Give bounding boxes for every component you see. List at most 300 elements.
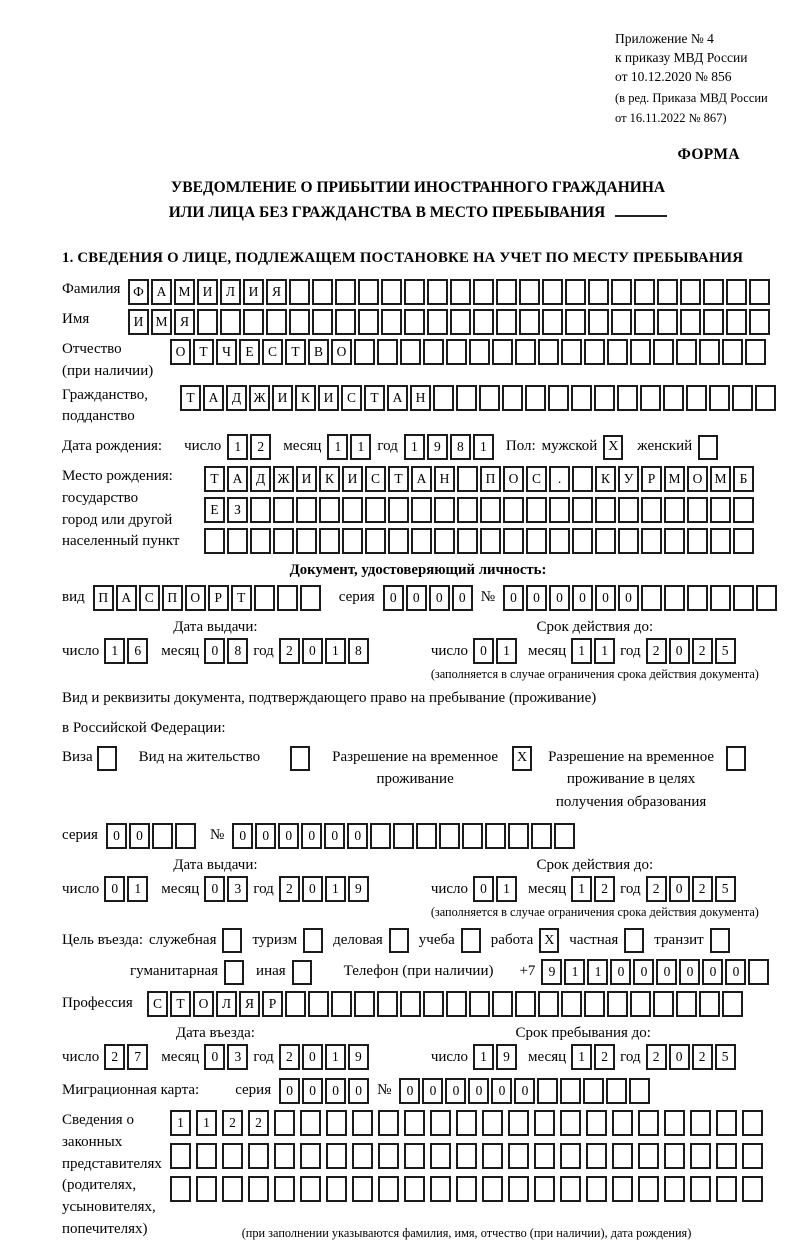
char-cell[interactable] — [690, 1110, 711, 1136]
char-cell[interactable] — [170, 1176, 191, 1202]
char-cell[interactable]: 1 — [127, 876, 148, 902]
char-cell[interactable] — [204, 528, 225, 554]
char-cell[interactable] — [733, 585, 754, 611]
char-cell[interactable] — [560, 1078, 581, 1104]
char-cell[interactable]: 0 — [422, 1078, 443, 1104]
char-cell[interactable] — [296, 497, 317, 523]
char-cell[interactable] — [300, 1176, 321, 1202]
char-cell[interactable] — [335, 309, 356, 335]
char-cell[interactable] — [446, 339, 467, 365]
char-cell[interactable] — [742, 1176, 763, 1202]
purpose-tourism-checkbox[interactable] — [303, 928, 323, 953]
char-cell[interactable] — [709, 385, 730, 411]
char-cell[interactable] — [469, 991, 490, 1017]
char-cell[interactable]: А — [387, 385, 408, 411]
char-cell[interactable]: 0 — [669, 1044, 690, 1070]
char-cell[interactable]: 0 — [204, 638, 225, 664]
purpose-business-checkbox[interactable] — [222, 928, 242, 953]
char-cell[interactable] — [565, 309, 586, 335]
char-cell[interactable] — [732, 385, 753, 411]
char-cell[interactable] — [634, 279, 655, 305]
char-cell[interactable]: А — [203, 385, 224, 411]
char-cell[interactable]: 1 — [571, 638, 592, 664]
char-cell[interactable]: 2 — [594, 1044, 615, 1070]
char-cell[interactable] — [175, 823, 196, 849]
char-cell[interactable] — [456, 385, 477, 411]
char-cell[interactable]: Т — [170, 991, 191, 1017]
char-cell[interactable] — [352, 1110, 373, 1136]
char-cell[interactable]: 0 — [618, 585, 639, 611]
char-cell[interactable]: Я — [239, 991, 260, 1017]
char-cell[interactable] — [434, 528, 455, 554]
char-cell[interactable] — [411, 497, 432, 523]
char-cell[interactable] — [742, 1110, 763, 1136]
char-cell[interactable] — [446, 991, 467, 1017]
char-cell[interactable] — [285, 991, 306, 1017]
char-cell[interactable]: 0 — [255, 823, 276, 849]
char-cell[interactable] — [250, 497, 271, 523]
char-cell[interactable] — [630, 991, 651, 1017]
char-cell[interactable]: 0 — [406, 585, 427, 611]
char-cell[interactable] — [378, 1143, 399, 1169]
char-cell[interactable]: Б — [733, 466, 754, 492]
char-cell[interactable] — [690, 1143, 711, 1169]
char-cell[interactable]: 5 — [715, 638, 736, 664]
char-cell[interactable] — [586, 1110, 607, 1136]
char-cell[interactable] — [710, 497, 731, 523]
char-cell[interactable]: . — [549, 466, 570, 492]
char-cell[interactable] — [473, 309, 494, 335]
char-cell[interactable] — [748, 959, 769, 985]
char-cell[interactable]: 0 — [572, 585, 593, 611]
char-cell[interactable]: 2 — [279, 876, 300, 902]
char-cell[interactable] — [381, 279, 402, 305]
char-cell[interactable]: 0 — [429, 585, 450, 611]
char-cell[interactable] — [525, 385, 546, 411]
char-cell[interactable]: 0 — [633, 959, 654, 985]
char-cell[interactable] — [430, 1143, 451, 1169]
char-cell[interactable] — [196, 1143, 217, 1169]
char-cell[interactable] — [629, 1078, 650, 1104]
char-cell[interactable] — [687, 585, 708, 611]
char-cell[interactable]: С — [262, 339, 283, 365]
char-cell[interactable] — [664, 1176, 685, 1202]
char-cell[interactable] — [289, 279, 310, 305]
char-cell[interactable]: 0 — [347, 823, 368, 849]
char-cell[interactable]: В — [308, 339, 329, 365]
char-cell[interactable] — [456, 1110, 477, 1136]
char-cell[interactable]: 0 — [473, 876, 494, 902]
char-cell[interactable]: 2 — [104, 1044, 125, 1070]
char-cell[interactable]: Я — [266, 279, 287, 305]
char-cell[interactable] — [716, 1176, 737, 1202]
char-cell[interactable] — [560, 1110, 581, 1136]
char-cell[interactable]: Ф — [128, 279, 149, 305]
purpose-work-checkbox[interactable]: X — [539, 928, 559, 953]
char-cell[interactable] — [492, 339, 513, 365]
char-cell[interactable]: 0 — [279, 1078, 300, 1104]
char-cell[interactable]: 1 — [170, 1110, 191, 1136]
char-cell[interactable] — [508, 1176, 529, 1202]
char-cell[interactable] — [641, 497, 662, 523]
char-cell[interactable] — [273, 497, 294, 523]
char-cell[interactable]: 1 — [404, 434, 425, 460]
char-cell[interactable] — [404, 309, 425, 335]
char-cell[interactable] — [749, 279, 770, 305]
char-cell[interactable]: П — [480, 466, 501, 492]
char-cell[interactable] — [676, 339, 697, 365]
char-cell[interactable] — [196, 1176, 217, 1202]
char-cell[interactable]: 0 — [514, 1078, 535, 1104]
char-cell[interactable]: 3 — [227, 876, 248, 902]
char-cell[interactable] — [227, 528, 248, 554]
char-cell[interactable] — [716, 1143, 737, 1169]
char-cell[interactable] — [560, 1176, 581, 1202]
char-cell[interactable] — [312, 279, 333, 305]
char-cell[interactable] — [482, 1143, 503, 1169]
char-cell[interactable] — [716, 1110, 737, 1136]
char-cell[interactable] — [277, 585, 298, 611]
char-cell[interactable]: 0 — [348, 1078, 369, 1104]
char-cell[interactable] — [534, 1110, 555, 1136]
char-cell[interactable]: Ч — [216, 339, 237, 365]
char-cell[interactable]: Я — [174, 309, 195, 335]
char-cell[interactable]: И — [296, 466, 317, 492]
char-cell[interactable] — [248, 1143, 269, 1169]
char-cell[interactable] — [473, 279, 494, 305]
char-cell[interactable] — [274, 1110, 295, 1136]
char-cell[interactable] — [222, 1176, 243, 1202]
char-cell[interactable] — [457, 528, 478, 554]
char-cell[interactable] — [365, 497, 386, 523]
char-cell[interactable] — [400, 991, 421, 1017]
char-cell[interactable]: 2 — [646, 638, 667, 664]
purpose-private-checkbox[interactable] — [624, 928, 644, 953]
char-cell[interactable] — [699, 991, 720, 1017]
char-cell[interactable]: 1 — [587, 959, 608, 985]
char-cell[interactable]: 0 — [503, 585, 524, 611]
char-cell[interactable] — [457, 466, 478, 492]
char-cell[interactable] — [479, 385, 500, 411]
char-cell[interactable] — [726, 279, 747, 305]
char-cell[interactable] — [703, 279, 724, 305]
char-cell[interactable]: 1 — [325, 638, 346, 664]
char-cell[interactable] — [404, 279, 425, 305]
char-cell[interactable]: 2 — [692, 876, 713, 902]
char-cell[interactable] — [456, 1176, 477, 1202]
char-cell[interactable] — [664, 1143, 685, 1169]
char-cell[interactable]: О — [185, 585, 206, 611]
char-cell[interactable] — [365, 528, 386, 554]
char-cell[interactable] — [450, 309, 471, 335]
char-cell[interactable]: С — [526, 466, 547, 492]
char-cell[interactable]: О — [331, 339, 352, 365]
char-cell[interactable]: 2 — [692, 638, 713, 664]
char-cell[interactable]: З — [227, 497, 248, 523]
char-cell[interactable] — [427, 279, 448, 305]
char-cell[interactable] — [537, 1078, 558, 1104]
char-cell[interactable]: И — [197, 279, 218, 305]
purpose-transit-checkbox[interactable] — [710, 928, 730, 953]
char-cell[interactable] — [274, 1176, 295, 1202]
char-cell[interactable] — [411, 528, 432, 554]
char-cell[interactable] — [664, 528, 685, 554]
char-cell[interactable] — [618, 528, 639, 554]
char-cell[interactable] — [400, 339, 421, 365]
char-cell[interactable]: Т — [231, 585, 252, 611]
char-cell[interactable] — [572, 528, 593, 554]
purpose-commercial-checkbox[interactable] — [389, 928, 409, 953]
sex-female-checkbox[interactable] — [698, 435, 718, 460]
char-cell[interactable]: 0 — [302, 876, 323, 902]
sex-male-checkbox[interactable]: X — [603, 435, 623, 460]
char-cell[interactable] — [657, 279, 678, 305]
char-cell[interactable] — [430, 1110, 451, 1136]
char-cell[interactable]: Ж — [273, 466, 294, 492]
char-cell[interactable]: Т — [204, 466, 225, 492]
char-cell[interactable]: Р — [641, 466, 662, 492]
char-cell[interactable] — [342, 528, 363, 554]
char-cell[interactable] — [742, 1143, 763, 1169]
char-cell[interactable] — [508, 823, 529, 849]
char-cell[interactable]: 1 — [227, 434, 248, 460]
char-cell[interactable] — [326, 1143, 347, 1169]
char-cell[interactable]: 2 — [222, 1110, 243, 1136]
char-cell[interactable] — [638, 1143, 659, 1169]
char-cell[interactable]: О — [687, 466, 708, 492]
char-cell[interactable] — [354, 339, 375, 365]
char-cell[interactable] — [388, 497, 409, 523]
char-cell[interactable]: 9 — [496, 1044, 517, 1070]
char-cell[interactable] — [423, 991, 444, 1017]
char-cell[interactable] — [508, 1143, 529, 1169]
char-cell[interactable] — [152, 823, 173, 849]
char-cell[interactable]: 8 — [450, 434, 471, 460]
char-cell[interactable]: Т — [180, 385, 201, 411]
char-cell[interactable]: Т — [388, 466, 409, 492]
char-cell[interactable]: 0 — [656, 959, 677, 985]
char-cell[interactable] — [434, 497, 455, 523]
char-cell[interactable]: 1 — [325, 876, 346, 902]
char-cell[interactable]: О — [193, 991, 214, 1017]
char-cell[interactable]: 2 — [279, 638, 300, 664]
char-cell[interactable] — [319, 497, 340, 523]
char-cell[interactable] — [733, 528, 754, 554]
char-cell[interactable]: 0 — [383, 585, 404, 611]
char-cell[interactable]: 0 — [549, 585, 570, 611]
char-cell[interactable] — [571, 385, 592, 411]
char-cell[interactable]: 0 — [399, 1078, 420, 1104]
char-cell[interactable]: 0 — [526, 585, 547, 611]
char-cell[interactable]: М — [174, 279, 195, 305]
char-cell[interactable]: 0 — [491, 1078, 512, 1104]
char-cell[interactable] — [300, 585, 321, 611]
char-cell[interactable] — [640, 385, 661, 411]
char-cell[interactable] — [300, 1110, 321, 1136]
char-cell[interactable]: 2 — [279, 1044, 300, 1070]
char-cell[interactable] — [222, 1143, 243, 1169]
char-cell[interactable] — [664, 1110, 685, 1136]
char-cell[interactable]: 0 — [301, 823, 322, 849]
char-cell[interactable] — [542, 279, 563, 305]
char-cell[interactable] — [618, 497, 639, 523]
char-cell[interactable]: 2 — [248, 1110, 269, 1136]
char-cell[interactable]: 1 — [325, 1044, 346, 1070]
char-cell[interactable] — [611, 309, 632, 335]
char-cell[interactable] — [170, 1143, 191, 1169]
char-cell[interactable]: 0 — [679, 959, 700, 985]
purpose-other-checkbox[interactable] — [292, 960, 312, 985]
char-cell[interactable]: Т — [364, 385, 385, 411]
char-cell[interactable] — [480, 528, 501, 554]
char-cell[interactable] — [612, 1110, 633, 1136]
char-cell[interactable]: П — [93, 585, 114, 611]
char-cell[interactable] — [308, 991, 329, 1017]
char-cell[interactable] — [548, 385, 569, 411]
char-cell[interactable] — [534, 1176, 555, 1202]
char-cell[interactable]: 0 — [452, 585, 473, 611]
char-cell[interactable]: 1 — [496, 638, 517, 664]
char-cell[interactable] — [755, 385, 776, 411]
char-cell[interactable] — [584, 339, 605, 365]
char-cell[interactable]: У — [618, 466, 639, 492]
char-cell[interactable] — [331, 991, 352, 1017]
char-cell[interactable] — [638, 1110, 659, 1136]
char-cell[interactable] — [686, 385, 707, 411]
char-cell[interactable]: С — [341, 385, 362, 411]
char-cell[interactable] — [427, 309, 448, 335]
char-cell[interactable] — [289, 309, 310, 335]
char-cell[interactable] — [634, 309, 655, 335]
char-cell[interactable] — [502, 385, 523, 411]
char-cell[interactable]: 0 — [325, 1078, 346, 1104]
char-cell[interactable] — [243, 309, 264, 335]
char-cell[interactable]: 6 — [127, 638, 148, 664]
char-cell[interactable]: 0 — [702, 959, 723, 985]
char-cell[interactable] — [584, 991, 605, 1017]
char-cell[interactable] — [561, 991, 582, 1017]
char-cell[interactable] — [515, 339, 536, 365]
char-cell[interactable]: Л — [216, 991, 237, 1017]
char-cell[interactable] — [638, 1176, 659, 1202]
char-cell[interactable]: 0 — [468, 1078, 489, 1104]
char-cell[interactable] — [326, 1176, 347, 1202]
char-cell[interactable] — [588, 279, 609, 305]
char-cell[interactable]: С — [365, 466, 386, 492]
char-cell[interactable] — [586, 1176, 607, 1202]
char-cell[interactable] — [538, 991, 559, 1017]
char-cell[interactable]: И — [342, 466, 363, 492]
char-cell[interactable]: Р — [208, 585, 229, 611]
char-cell[interactable]: 2 — [646, 876, 667, 902]
char-cell[interactable]: К — [595, 466, 616, 492]
char-cell[interactable] — [354, 991, 375, 1017]
char-cell[interactable]: 0 — [595, 585, 616, 611]
char-cell[interactable]: 5 — [715, 876, 736, 902]
char-cell[interactable] — [607, 339, 628, 365]
char-cell[interactable]: А — [411, 466, 432, 492]
char-cell[interactable] — [319, 528, 340, 554]
char-cell[interactable]: Р — [262, 991, 283, 1017]
char-cell[interactable]: 1 — [571, 876, 592, 902]
char-cell[interactable]: 9 — [348, 1044, 369, 1070]
rvp-checkbox[interactable]: X — [512, 746, 532, 771]
char-cell[interactable] — [594, 385, 615, 411]
residence-permit-checkbox[interactable] — [290, 746, 310, 771]
char-cell[interactable]: Н — [434, 466, 455, 492]
char-cell[interactable] — [565, 279, 586, 305]
char-cell[interactable] — [572, 466, 593, 492]
char-cell[interactable] — [664, 585, 685, 611]
char-cell[interactable] — [756, 585, 777, 611]
char-cell[interactable]: 1 — [594, 638, 615, 664]
char-cell[interactable] — [641, 528, 662, 554]
char-cell[interactable] — [595, 528, 616, 554]
char-cell[interactable] — [538, 339, 559, 365]
char-cell[interactable] — [496, 279, 517, 305]
char-cell[interactable]: 1 — [496, 876, 517, 902]
char-cell[interactable]: 0 — [232, 823, 253, 849]
char-cell[interactable] — [485, 823, 506, 849]
char-cell[interactable]: Д — [250, 466, 271, 492]
char-cell[interactable] — [220, 309, 241, 335]
char-cell[interactable]: 0 — [669, 876, 690, 902]
char-cell[interactable] — [377, 339, 398, 365]
char-cell[interactable] — [687, 528, 708, 554]
char-cell[interactable] — [542, 309, 563, 335]
char-cell[interactable]: О — [170, 339, 191, 365]
char-cell[interactable] — [342, 497, 363, 523]
char-cell[interactable] — [572, 497, 593, 523]
char-cell[interactable]: 9 — [348, 876, 369, 902]
char-cell[interactable] — [611, 279, 632, 305]
char-cell[interactable]: 0 — [473, 638, 494, 664]
char-cell[interactable] — [680, 309, 701, 335]
char-cell[interactable]: Т — [285, 339, 306, 365]
char-cell[interactable]: С — [147, 991, 168, 1017]
char-cell[interactable] — [266, 309, 287, 335]
char-cell[interactable] — [676, 991, 697, 1017]
char-cell[interactable] — [197, 309, 218, 335]
char-cell[interactable]: Е — [204, 497, 225, 523]
char-cell[interactable] — [664, 497, 685, 523]
char-cell[interactable] — [250, 528, 271, 554]
char-cell[interactable] — [300, 1143, 321, 1169]
char-cell[interactable] — [722, 339, 743, 365]
char-cell[interactable] — [726, 309, 747, 335]
char-cell[interactable]: Н — [410, 385, 431, 411]
char-cell[interactable] — [274, 1143, 295, 1169]
char-cell[interactable] — [370, 823, 391, 849]
char-cell[interactable]: 0 — [129, 823, 150, 849]
char-cell[interactable] — [508, 1110, 529, 1136]
char-cell[interactable]: Т — [193, 339, 214, 365]
char-cell[interactable] — [439, 823, 460, 849]
char-cell[interactable]: 0 — [610, 959, 631, 985]
char-cell[interactable]: И — [318, 385, 339, 411]
char-cell[interactable] — [496, 309, 517, 335]
char-cell[interactable]: 2 — [646, 1044, 667, 1070]
char-cell[interactable]: 0 — [725, 959, 746, 985]
char-cell[interactable] — [606, 1078, 627, 1104]
char-cell[interactable] — [612, 1176, 633, 1202]
char-cell[interactable] — [745, 339, 766, 365]
char-cell[interactable]: 0 — [106, 823, 127, 849]
char-cell[interactable]: Л — [220, 279, 241, 305]
char-cell[interactable] — [561, 339, 582, 365]
char-cell[interactable] — [358, 279, 379, 305]
purpose-study-checkbox[interactable] — [461, 928, 481, 953]
